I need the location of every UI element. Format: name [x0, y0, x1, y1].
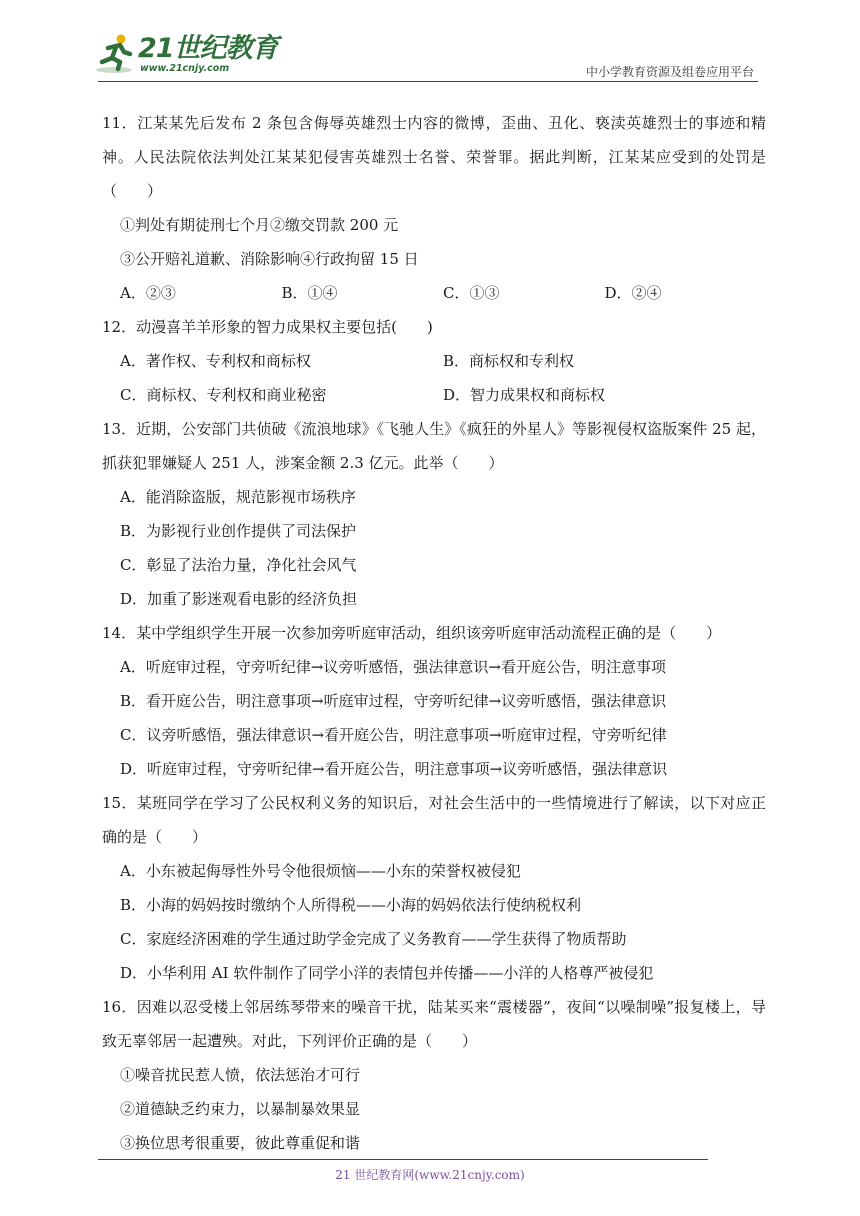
option-c: C．家庭经济困难的学生通过助学金完成了义务教育——学生获得了物质帮助 — [120, 930, 627, 948]
logo-url-text: www.21cnjy.com — [140, 63, 230, 74]
statement-item: ③公开赔礼道歉、消除影响④行政拘留 15 日 — [120, 250, 419, 268]
option-c: C．商标权、专利权和商业秘密 — [120, 386, 327, 404]
option-a: A．著作权、专利权和商标权 — [120, 352, 311, 370]
question-stem: 14．某中学组织学生开展一次参加旁听庭审活动，组织该旁听庭审活动流程正确的是（ ） — [102, 624, 722, 642]
header-divider — [98, 81, 758, 82]
statement-item: ①噪音扰民惹人愤，依法惩治才可行 — [120, 1066, 361, 1084]
option-row — [102, 378, 766, 412]
question-stem: 11．江某某先后发布 2 条包含侮辱英雄烈士内容的微博，歪曲、丑化、亵渎英雄烈士的事迹和精神。人民法院依法判处江某某犯侵害英雄烈士名誉、荣誉罪。据此判断，江某某应受到的处罚是（ ） — [102, 114, 766, 200]
question-stem: 13．近期，公安部门共侦破《流浪地球》《飞驰人生》《疯狂的外星人》等影视侵权盗版案件 25 起，抓获犯罪嫌疑人 251 人，涉案金额 2.3 亿元。此举（ ） — [102, 420, 766, 472]
option-a: A．②③ — [120, 284, 176, 302]
option-c: C．议旁听感悟，强法律意识→看开庭公告，明注意事项→听庭审过程，守旁听纪律 — [120, 726, 667, 744]
option-b: B．商标权和专利权 — [443, 352, 575, 370]
option-row — [102, 276, 766, 310]
platform-title: 中小学教育资源及组卷应用平台 — [585, 65, 754, 79]
question-14 — [102, 616, 766, 786]
question-stem: 15．某班同学在学习了公民权利义务的知识后，对社会生活中的一些情境进行了解读，以下对应正确的是（ ） — [102, 794, 766, 846]
question-16 — [102, 990, 766, 1160]
option-d: D．智力成果权和商标权 — [443, 386, 606, 404]
question-stem: 12．动漫喜羊羊形象的智力成果权主要包括( ) — [102, 318, 433, 336]
option-b: B．为影视行业创作提供了司法保护 — [120, 522, 357, 540]
logo-brand-text: 21世纪教育 — [138, 33, 278, 64]
page-header — [0, 0, 860, 80]
option-row — [102, 344, 766, 378]
question-15 — [102, 786, 766, 990]
question-13 — [102, 412, 766, 616]
option-c: C．①③ — [443, 284, 500, 302]
statement-item: ③换位思考很重要，彼此尊重促和谐 — [120, 1134, 361, 1152]
option-b: B．小海的妈妈按时缴纳个人所得税——小海的妈妈依法行使纳税权利 — [120, 896, 582, 914]
footer-divider — [98, 1159, 708, 1160]
option-d: D．听庭审过程，守旁听纪律→看开庭公告，明注意事项→议旁听感悟，强法律意识 — [120, 760, 668, 778]
site-logo — [94, 32, 278, 74]
footer-source: 21 世纪教育网(www.21cnjy.com) — [335, 1168, 525, 1182]
option-b: B．看开庭公告，明注意事项→听庭审过程，守旁听纪律→议旁听感悟，强法律意识 — [120, 692, 667, 710]
question-stem: 16．因难以忍受楼上邻居练琴带来的噪音干扰，陆某买来“震楼器”，夜间“以噪制噪”报复楼上，导致无辜邻居一起遭殃。对此，下列评价正确的是（ ） — [102, 998, 766, 1050]
runner-logo-icon — [94, 32, 134, 74]
option-a: A．小东被起侮辱性外号令他很烦恼——小东的荣誉权被侵犯 — [120, 862, 521, 880]
option-d: D．加重了影迷观看电影的经济负担 — [120, 590, 358, 608]
option-d: D．②④ — [604, 284, 662, 302]
option-a: A．能消除盗版，规范影视市场秩序 — [120, 488, 356, 506]
option-b: B．①④ — [281, 284, 338, 302]
question-11 — [102, 106, 766, 310]
option-c: C．彰显了法治力量，净化社会风气 — [120, 556, 357, 574]
statement-item: ①判处有期徒刑七个月②缴交罚款 200 元 — [120, 216, 399, 234]
option-d: D．小华利用 AI 软件制作了同学小洋的表情包并传播——小洋的人格尊严被侵犯 — [120, 964, 654, 982]
question-12 — [102, 310, 766, 412]
option-a: A．听庭审过程，守旁听纪律→议旁听感悟，强法律意识→看开庭公告，明注意事项 — [120, 658, 666, 676]
question-list — [102, 106, 766, 1160]
statement-item: ②道德缺乏约束力，以暴制暴效果显 — [120, 1100, 361, 1118]
